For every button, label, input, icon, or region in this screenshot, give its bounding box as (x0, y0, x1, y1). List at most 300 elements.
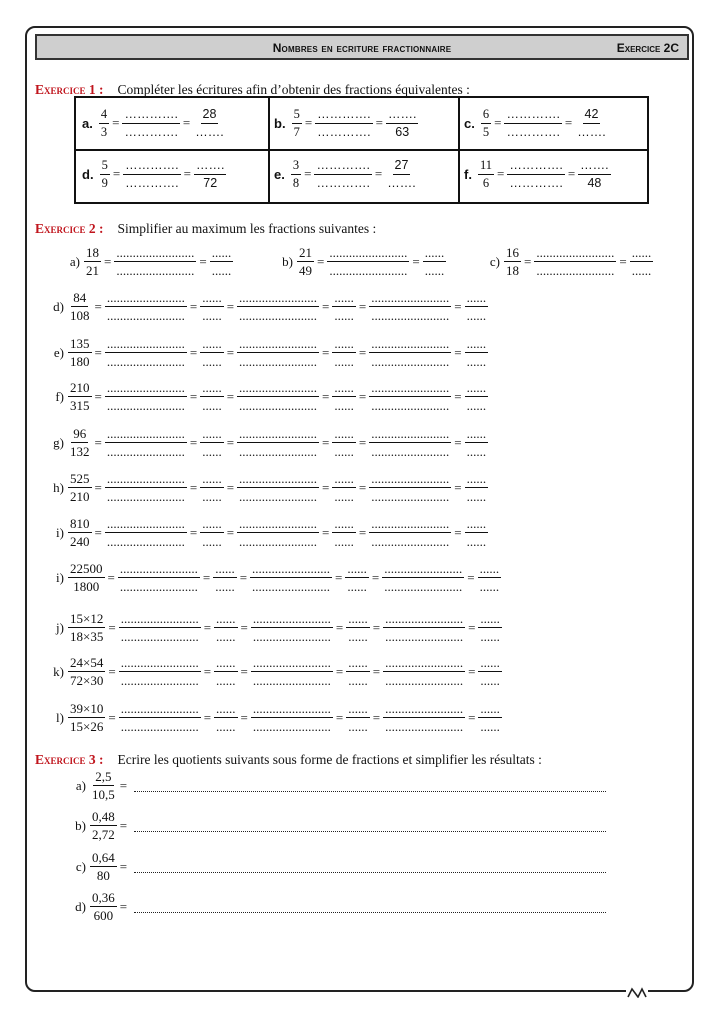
equals-sign: = (454, 434, 462, 450)
equals-sign: = (108, 619, 116, 635)
ex2-blank-fraction-numerator: ........................ (106, 380, 185, 395)
ex2-blank-fraction-numerator: ........................ (119, 561, 198, 576)
ex2-row (60, 246, 233, 277)
equals-sign: = (202, 569, 211, 585)
ex2-given-fraction-numerator: 16 (506, 245, 519, 260)
equals-sign: = (372, 619, 381, 635)
ex2-blank-fraction-short-denominator: ...... (479, 579, 500, 594)
ex2-blank-fraction-short (214, 612, 238, 643)
ex2-blank-fraction-short (465, 517, 489, 548)
ex2-blank-fraction (251, 612, 333, 643)
ex2-row-label: d) (53, 298, 64, 314)
ex2-given-fraction (297, 246, 314, 277)
ex1-item (76, 149, 266, 199)
ex2-blank-fraction-denominator: ........................ (120, 673, 199, 688)
ex2-blank-fraction (369, 517, 451, 548)
ex2-blank-fraction-short (478, 612, 502, 643)
equals-sign: = (189, 524, 198, 540)
ex2-given-fraction-numerator: 96 (73, 426, 87, 441)
equals-sign: = (189, 434, 198, 450)
ex2-blank-fraction-short-numerator: ...... (480, 611, 500, 626)
equals-sign: = (524, 253, 532, 269)
ex2-given-fraction-numerator: 18 (86, 245, 99, 260)
ex3-row-label: c) (75, 858, 86, 874)
header-exercise-code: Exercice 2C (616, 41, 679, 55)
ex1-item (458, 98, 647, 148)
ex2-blank-fraction-numerator: ........................ (371, 336, 450, 351)
equals-sign: = (226, 479, 235, 495)
ex1-blank-fraction (122, 108, 179, 138)
equals-sign: = (94, 344, 102, 360)
frame-notch (626, 985, 648, 997)
equals-sign: = (322, 524, 330, 540)
ex2-given-fraction-denominator: 49 (299, 263, 312, 278)
ex2-blank-fraction-short-denominator: ...... (202, 398, 222, 413)
ex2-blank-fraction-short-denominator: ...... (466, 398, 487, 413)
ex2-blank-fraction-short-denominator: ...... (631, 263, 652, 278)
ex2-blank-fraction-short-numerator: ...... (347, 561, 367, 576)
ex2-blank-fraction (119, 702, 201, 733)
ex2-blank-fraction-short-denominator: ...... (466, 308, 487, 323)
ex2-given-fraction (68, 291, 92, 322)
equals-sign: = (335, 619, 344, 635)
equals-sign: = (468, 619, 476, 635)
ex2-row (44, 702, 502, 733)
ex2-blank-fraction-short (465, 291, 489, 322)
ex1-given-fraction-denominator: 3 (100, 124, 108, 139)
ex1-given-fraction-numerator: 11 (478, 159, 494, 175)
ex1-given-fraction-denominator: 5 (482, 124, 490, 139)
ex2-given-fraction-denominator: 180 (70, 354, 90, 369)
ex2-blank-fraction-short (332, 517, 356, 548)
equals-sign: = (322, 298, 330, 314)
ex1-blank-fraction-denominator: …………. (316, 175, 370, 190)
equals-sign: = (94, 434, 102, 450)
ex3-quotient-numerator: 0,36 (92, 890, 115, 905)
ex3-row (66, 851, 662, 882)
ex2-blank-fraction-denominator: ........................ (239, 354, 318, 369)
ex2-blank-fraction (105, 472, 187, 503)
ex2-blank-fraction-short (478, 562, 502, 593)
equals-sign: = (454, 298, 462, 314)
ex1-given-fraction-numerator: 5 (100, 159, 110, 175)
ex2-row-label: b) (282, 253, 293, 269)
ex2-blank-fraction-short-denominator: ...... (216, 719, 236, 734)
equals-sign: = (240, 619, 248, 635)
ex1-target-fraction-numerator: 28 (201, 108, 219, 124)
ex2-row (44, 562, 501, 593)
ex2-blank-fraction-short (332, 291, 356, 322)
equals-sign: = (203, 663, 212, 679)
ex2-blank-fraction-numerator: ........................ (106, 426, 185, 441)
ex2-row-label: k) (53, 663, 64, 679)
ex2-row (44, 472, 488, 503)
ex1-given-fraction-denominator: 7 (293, 124, 300, 139)
ex1-target-fraction-denominator: 72 (203, 175, 218, 190)
ex1-item-letter: d. (82, 166, 94, 182)
ex2-blank-fraction-denominator: ........................ (120, 629, 199, 644)
equals-sign: = (189, 298, 198, 314)
ex2-given-fraction-denominator: 132 (70, 444, 90, 459)
ex2-blank-fraction (119, 612, 201, 643)
ex2-blank-fraction-short-numerator: ...... (334, 471, 354, 486)
ex2-blank-fraction (369, 427, 451, 458)
ex1-target-fraction (575, 108, 607, 138)
zigzag-mark (626, 986, 648, 998)
ex3-quotient-denominator: 80 (96, 868, 110, 883)
equals-sign: = (239, 569, 248, 585)
ex2-blank-fraction-short-denominator: ...... (480, 719, 500, 734)
ex3-quotient (90, 770, 117, 801)
ex2-blank-fraction-short-numerator: ...... (215, 561, 235, 576)
ex1-target-fraction-denominator: ……. (195, 124, 224, 139)
ex2-blank-fraction-numerator: ........................ (106, 290, 185, 305)
ex2-blank-fraction-short-numerator: ...... (479, 561, 500, 576)
ex2-instruction: Simplifier au maximum les fractions suivantes : (117, 221, 377, 236)
ex2-given-fraction (84, 246, 101, 277)
equals-sign: = (412, 253, 420, 269)
ex2-given-fraction-denominator: 240 (70, 534, 90, 549)
ex2-blank-fraction-short (210, 246, 234, 277)
equals-sign: = (567, 166, 576, 181)
equals-sign: = (322, 479, 330, 495)
equals-sign: = (108, 663, 116, 679)
equals-sign: = (322, 344, 330, 360)
ex1-target-fraction-numerator: 27 (393, 159, 411, 175)
ex1-blank-fraction-numerator: …………. (122, 108, 179, 124)
ex2-blank-fraction-denominator: ........................ (120, 719, 199, 734)
equals-sign: = (119, 817, 128, 833)
ex2-row (44, 656, 502, 687)
ex2-blank-fraction-short (200, 337, 224, 368)
ex1-item (76, 98, 266, 148)
ex2-given-fraction (504, 246, 521, 277)
ex2-row-label: h) (53, 479, 64, 495)
ex2-blank-fraction-short (346, 656, 370, 687)
ex2-blank-fraction (105, 337, 187, 368)
ex1-blank-fraction-numerator: …………. (123, 159, 180, 175)
ex2-given-fraction-denominator: 72×30 (70, 673, 104, 688)
ex3-row (66, 891, 662, 922)
ex1-target-fraction-numerator: 42 (583, 108, 601, 124)
ex2-blank-fraction-short (200, 517, 224, 548)
ex2-given-fraction-denominator: 18 (506, 263, 519, 278)
ex3-label: Exercice 3 : (35, 752, 104, 767)
ex2-blank-fraction (237, 427, 319, 458)
ex2-blank-fraction-short-numerator: ...... (348, 655, 368, 670)
ex2-blank-fraction-numerator: ........................ (106, 336, 185, 351)
ex2-blank-fraction-short-numerator: ...... (334, 290, 354, 305)
ex2-blank-fraction-denominator: ........................ (329, 263, 408, 278)
ex3-row (66, 810, 662, 841)
ex2-given-fraction (68, 656, 105, 687)
ex2-blank-fraction (383, 702, 465, 733)
ex2-blank-fraction-short-numerator: ...... (466, 380, 487, 395)
ex2-blank-fraction-short-numerator: ...... (216, 701, 236, 716)
ex1-target-fraction-denominator: 63 (395, 124, 410, 139)
ex2-blank-fraction-numerator: ........................ (371, 471, 450, 486)
ex1-blank-fraction (504, 108, 561, 138)
ex2-blank-fraction (534, 246, 616, 277)
ex2-blank-fraction-short-numerator: ...... (466, 471, 487, 486)
ex2-blank-fraction (105, 291, 187, 322)
ex2-blank-fraction-short-numerator: ...... (216, 611, 236, 626)
ex1-instruction: Compléter les écritures afin d’obtenir des fractions équivalentes : (117, 82, 470, 97)
ex2-given-fraction (68, 337, 92, 368)
ex2-blank-fraction-numerator: ........................ (239, 426, 318, 441)
ex2-blank-fraction-short (332, 472, 356, 503)
ex2-blank-fraction-numerator: ........................ (120, 655, 199, 670)
equals-sign: = (374, 166, 383, 181)
ex2-blank-fraction-denominator: ........................ (252, 629, 331, 644)
ex2-blank-fraction-short-denominator: ...... (480, 629, 500, 644)
ex3-answer-line (134, 819, 606, 832)
ex1-given-fraction (291, 159, 301, 189)
ex2-blank-fraction (237, 472, 319, 503)
ex1-blank-fraction-numerator: …………. (315, 108, 372, 124)
ex3-quotient-denominator: 10,5 (92, 787, 115, 802)
ex2-row (44, 612, 502, 643)
ex2-blank-fraction-denominator: ........................ (371, 308, 450, 323)
ex2-blank-fraction-short-denominator: ...... (334, 444, 354, 459)
ex2-blank-fraction (383, 612, 465, 643)
ex2-row-label: j) (56, 619, 64, 635)
ex2-blank-fraction-short-numerator: ...... (334, 380, 354, 395)
ex1-blank-fraction-denominator: …………. (509, 175, 563, 190)
ex1-blank-fraction (507, 159, 564, 189)
ex3-row (66, 770, 662, 801)
ex2-row-label: i) (56, 524, 64, 540)
equals-sign: = (335, 569, 343, 585)
equals-sign: = (358, 524, 367, 540)
ex2-blank-fraction-short-numerator: ...... (211, 245, 232, 260)
equals-sign: = (335, 663, 344, 679)
ex2-blank-fraction (118, 562, 200, 593)
equals-sign: = (112, 166, 121, 181)
ex1-given-fraction-denominator: 6 (482, 175, 490, 190)
ex3-answer-line (134, 900, 606, 913)
ex1-blank-fraction-denominator: …………. (317, 124, 371, 139)
ex1-item-letter: e. (274, 166, 285, 182)
ex1-blank-fraction (314, 159, 371, 189)
ex1-item (458, 149, 647, 199)
ex2-blank-fraction-short (213, 562, 237, 593)
ex2-blank-fraction-denominator: ........................ (371, 398, 450, 413)
ex2-blank-fraction-short-numerator: ...... (480, 655, 500, 670)
ex2-blank-fraction-short-denominator: ...... (215, 579, 235, 594)
ex2-blank-fraction (250, 562, 332, 593)
ex2-given-fraction-numerator: 24×54 (70, 655, 104, 670)
ex2-blank-fraction (251, 656, 333, 687)
ex2-blank-fraction-numerator: ........................ (385, 701, 464, 716)
ex2-row (44, 291, 488, 322)
ex2-row (44, 381, 488, 412)
ex2-given-fraction (68, 381, 92, 412)
ex2-blank-fraction-numerator: ........................ (536, 245, 615, 260)
ex2-blank-fraction-short (478, 656, 502, 687)
equals-sign: = (94, 479, 102, 495)
ex2-blank-fraction-short-numerator: ...... (334, 336, 354, 351)
ex2-blank-fraction-short-denominator: ...... (348, 719, 368, 734)
equals-sign: = (468, 709, 476, 725)
equals-sign: = (454, 344, 462, 360)
ex2-blank-fraction-short-denominator: ...... (334, 354, 354, 369)
equals-sign: = (226, 434, 235, 450)
ex2-blank-fraction-numerator: ........................ (371, 380, 450, 395)
ex2-blank-fraction-numerator: ........................ (385, 655, 464, 670)
ex2-blank-fraction-short-numerator: ...... (480, 701, 500, 716)
ex2-blank-fraction-numerator: ........................ (239, 380, 318, 395)
ex2-blank-fraction-short (214, 702, 238, 733)
ex2-given-fraction-numerator: 210 (70, 380, 90, 395)
ex2-given-fraction-denominator: 108 (70, 308, 90, 323)
ex2-blank-fraction-short (465, 472, 489, 503)
ex2-row (44, 517, 488, 548)
ex1-given-fraction (481, 108, 491, 138)
equals-sign: = (304, 115, 313, 130)
ex1-blank-fraction-denominator: …………. (125, 175, 179, 190)
ex2-blank-fraction-denominator: ........................ (371, 444, 450, 459)
ex2-given-fraction (68, 612, 105, 643)
ex2-blank-fraction-denominator: ........................ (252, 579, 331, 594)
ex2-given-fraction-numerator: 21 (299, 245, 312, 260)
ex3-quotient-denominator: 2,72 (92, 827, 115, 842)
ex2-blank-fraction (382, 562, 464, 593)
header-title: Nombres en ecriture fractionnaire (272, 41, 452, 55)
ex1-given-fraction (100, 159, 110, 189)
equals-sign: = (119, 898, 128, 914)
page-header (35, 34, 689, 60)
ex2-blank-fraction-denominator: ........................ (385, 673, 464, 688)
ex2-blank-fraction-short-denominator: ...... (334, 308, 354, 323)
ex3-quotient (90, 810, 117, 841)
ex1-given-fraction-numerator: 5 (292, 108, 302, 124)
ex2-blank-fraction-short-denominator: ...... (334, 398, 354, 413)
ex2-blank-fraction-short-denominator: ...... (466, 534, 487, 549)
ex2-blank-fraction-short-denominator: ...... (348, 629, 368, 644)
ex2-blank-fraction-denominator: ........................ (371, 489, 450, 504)
ex2-blank-fraction (119, 656, 201, 687)
equals-sign: = (94, 388, 102, 404)
equals-sign: = (358, 344, 367, 360)
ex2-blank-fraction-denominator: ........................ (239, 308, 318, 323)
ex2-blank-fraction-short-denominator: ...... (202, 489, 222, 504)
equals-sign: = (182, 115, 191, 130)
ex2-blank-fraction-numerator: ........................ (252, 561, 331, 576)
ex2-blank-fraction-denominator: ........................ (239, 534, 318, 549)
equals-sign: = (119, 777, 128, 793)
equals-sign: = (372, 663, 381, 679)
equals-sign: = (240, 663, 248, 679)
ex1-item-letter: c. (464, 115, 475, 131)
ex2-blank-fraction-denominator: ........................ (239, 398, 318, 413)
ex2-blank-fraction-short-denominator: ...... (480, 673, 500, 688)
equals-sign: = (322, 434, 330, 450)
ex2-given-fraction-numerator: 15×12 (70, 611, 104, 626)
equals-sign: = (189, 479, 198, 495)
ex2-blank-fraction-short (332, 427, 356, 458)
ex1-blank-fraction-numerator: …………. (507, 159, 564, 175)
ex3-instruction: Ecrire les quotients suivants sous forme de fractions et simplifier les résultats : (117, 752, 542, 767)
ex2-blank-fraction-numerator: ........................ (239, 290, 318, 305)
ex2-blank-fraction-short (465, 427, 489, 458)
equals-sign: = (358, 434, 367, 450)
ex2-blank-fraction-short-numerator: ...... (466, 426, 487, 441)
ex2-label: Exercice 2 : (35, 221, 104, 236)
ex1-item (268, 98, 456, 148)
ex1-given-fraction (99, 108, 109, 138)
ex1-item (268, 149, 456, 199)
ex2-blank-fraction-short-numerator: ...... (216, 655, 236, 670)
ex2-given-fraction-numerator: 525 (70, 471, 90, 486)
ex2-blank-fraction-short-numerator: ...... (334, 426, 354, 441)
ex2-blank-fraction-short-denominator: ...... (216, 673, 236, 688)
ex2-blank-fraction-short-numerator: ...... (202, 336, 222, 351)
ex2-given-fraction-numerator: 39×10 (70, 701, 104, 716)
equals-sign: = (226, 344, 235, 360)
ex2-blank-fraction-short-denominator: ...... (216, 629, 236, 644)
ex2-given-fraction (68, 472, 92, 503)
ex3-row-label: b) (75, 817, 86, 833)
ex1-blank-fraction (315, 108, 372, 138)
ex2-blank-fraction-short-denominator: ...... (334, 489, 354, 504)
ex2-blank-fraction-denominator: ........................ (371, 354, 450, 369)
equals-sign: = (189, 388, 198, 404)
ex2-blank-fraction (237, 291, 319, 322)
ex1-given-fraction-numerator: 4 (99, 108, 109, 124)
ex2-blank-fraction-denominator: ........................ (106, 398, 185, 413)
ex1-item-letter: b. (274, 115, 286, 131)
ex1-target-fraction-denominator: ……. (577, 124, 606, 139)
equals-sign: = (304, 166, 312, 181)
ex1-blank-fraction-denominator: …………. (506, 124, 560, 139)
ex1-target-fraction-denominator: 48 (587, 175, 602, 190)
ex2-row (44, 337, 488, 368)
ex1-item-letter: f. (464, 166, 472, 182)
ex2-row (273, 246, 446, 277)
ex3-quotient (90, 891, 117, 922)
ex2-blank-fraction-denominator: ........................ (384, 579, 463, 594)
ex1-label: Exercice 1 : (35, 82, 104, 97)
ex2-blank-fraction-short (465, 381, 489, 412)
equals-sign: = (108, 709, 116, 725)
ex2-blank-fraction-short-denominator: ...... (466, 354, 487, 369)
ex2-blank-fraction-short-denominator: ...... (202, 308, 222, 323)
equals-sign: = (226, 524, 235, 540)
ex1-target-fraction (193, 108, 225, 138)
ex3-heading (35, 752, 542, 768)
ex2-blank-fraction-denominator: ........................ (106, 308, 185, 323)
ex2-given-fraction-numerator: 810 (70, 516, 90, 531)
ex2-blank-fraction (105, 517, 187, 548)
ex2-blank-fraction-short (200, 291, 224, 322)
ex2-blank-fraction-short-numerator: ...... (202, 471, 222, 486)
ex2-given-fraction-numerator: 22500 (70, 561, 103, 576)
ex2-blank-fraction-short-numerator: ...... (334, 516, 354, 531)
ex3-row-label: a) (75, 777, 86, 793)
ex2-blank-fraction (237, 337, 319, 368)
ex2-row-label: l) (56, 709, 64, 725)
ex2-blank-fraction-numerator: ........................ (329, 245, 408, 260)
equals-sign: = (240, 709, 248, 725)
equals-sign: = (335, 709, 344, 725)
ex1-target-fraction-denominator: ……. (387, 175, 416, 190)
ex1-item-letter: a. (82, 115, 93, 131)
ex2-blank-fraction (369, 381, 451, 412)
ex2-given-fraction-numerator: 135 (70, 336, 90, 351)
ex2-blank-fraction-short-numerator: ...... (466, 516, 487, 531)
ex2-blank-fraction-short (630, 246, 654, 277)
